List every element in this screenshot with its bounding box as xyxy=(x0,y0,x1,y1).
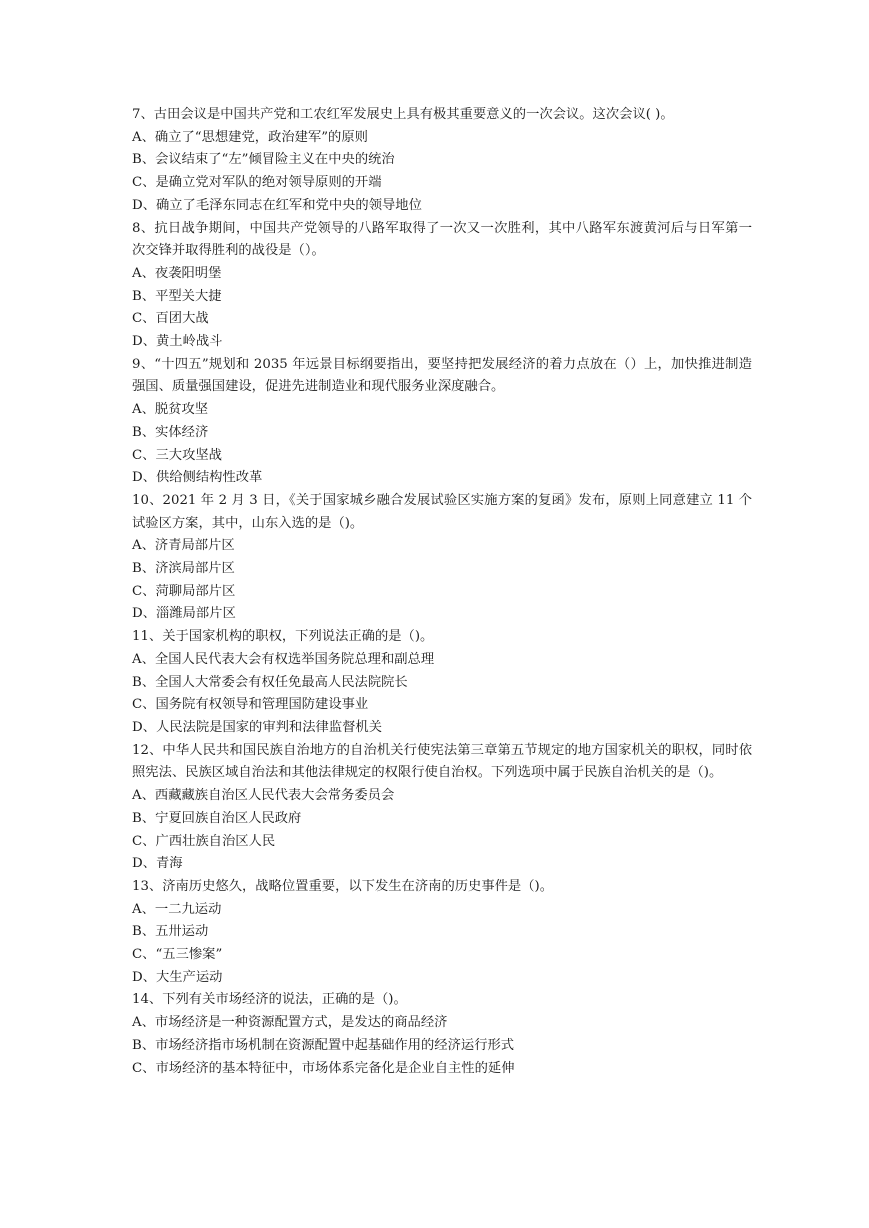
question-14 xyxy=(132,989,752,1080)
option-a: A、一二九运动 xyxy=(132,901,222,917)
option-c: C、“五三惨案” xyxy=(132,947,223,963)
option-d: D、淄潍局部片区 xyxy=(132,606,236,622)
option-c: C、三大攻坚战 xyxy=(132,447,222,463)
option-c: C、市场经济的基本特征中，市场体系完备化是企业自主性的延伸 xyxy=(132,1060,515,1076)
question-11 xyxy=(132,626,752,740)
option-b: B、平型关大捷 xyxy=(132,288,222,304)
option-d: D、供给侧结构性改革 xyxy=(132,470,263,486)
option-d: D、大生产运动 xyxy=(132,969,223,985)
option-b: B、实体经济 xyxy=(132,424,209,440)
option-a: A、确立了“思想建党，政治建军”的原则 xyxy=(132,129,368,145)
option-d: D、黄土岭战斗 xyxy=(132,334,223,350)
question-12 xyxy=(132,740,752,876)
question-13 xyxy=(132,876,752,990)
question-stem: 7、古田会议是中国共产党和工农红军发展史上具有极其重要意义的一次会议。这次会议( )。 xyxy=(132,107,674,122)
question-stem: 8、抗日战争期间，中国共产党领导的八路军取得了一次又一次胜利，其中八路军东渡黄河后与日军第一次交锋并取得胜利的战役是（）。 xyxy=(132,220,752,259)
question-stem: 14、下列有关市场经济的说法，正确的是（)。 xyxy=(132,992,407,1008)
question-10 xyxy=(132,490,752,626)
option-b: B、宁夏回族自治区人民政府 xyxy=(132,810,302,826)
option-d: D、人民法院是国家的审判和法律监督机关 xyxy=(132,719,383,735)
option-c: C、是确立党对军队的绝对领导原则的开端 xyxy=(132,175,382,191)
question-stem: 13、济南历史悠久，战略位置重要，以下发生在济南的历史事件是（)。 xyxy=(132,878,554,894)
question-stem: 10、2021 年 2 月 3 日，《关于国家城乡融合发展试验区实施方案的复函》发布，原则上同意建立 11 个试验区方案，其中，山东入选的是（)。 xyxy=(132,492,752,531)
option-a: A、市场经济是一种资源配置方式，是发达的商品经济 xyxy=(132,1015,448,1031)
option-a: A、夜袭阳明堡 xyxy=(132,265,222,281)
question-stem: 11、关于国家机构的职权，下列说法正确的是（)。 xyxy=(132,629,434,645)
option-b: B、全国人大常委会有权任免最高人民法院院长 xyxy=(132,674,408,690)
option-b: B、会议结束了“左”倾冒险主义在中央的统治 xyxy=(132,152,395,168)
option-b: B、市场经济指市场机制在资源配置中起基础作用的经济运行形式 xyxy=(132,1037,515,1053)
option-d: D、青海 xyxy=(132,856,183,872)
option-a: A、全国人民代表大会有权选举国务院总理和副总理 xyxy=(132,651,435,667)
question-8 xyxy=(132,218,752,354)
question-stem: 12、中华人民共和国民族自治地方的自治机关行使宪法第三章第五节规定的地方国家机关的职权，同时依照宪法、民族区域自治法和其他法律规定的权限行使自治权。下列选项中属于民族自治机关的是（)。 xyxy=(132,742,752,781)
option-a: A、济青局部片区 xyxy=(132,538,235,554)
option-c: C、菏聊局部片区 xyxy=(132,583,236,599)
question-7 xyxy=(132,104,752,218)
document-page xyxy=(132,104,752,1080)
option-b: B、五卅运动 xyxy=(132,924,209,940)
option-d: D、确立了毛泽东同志在红军和党中央的领导地位 xyxy=(132,197,422,213)
option-c: C、广西壮族自治区人民 xyxy=(132,833,276,849)
question-stem: 9、“十四五”规划和 2035 年远景目标纲要指出，要坚持把发展经济的着力点放在（）上，加快推进制造强国、质量强国建设，促进先进制造业和现代服务业深度融合。 xyxy=(132,356,752,395)
option-c: C、国务院有权领导和管理国防建设事业 xyxy=(132,697,369,713)
option-b: B、济滨局部片区 xyxy=(132,561,235,577)
option-c: C、百团大战 xyxy=(132,311,209,327)
option-a: A、西藏藏族自治区人民代表大会常务委员会 xyxy=(132,788,395,804)
question-9 xyxy=(132,354,752,490)
option-a: A、脱贫攻坚 xyxy=(132,402,209,418)
